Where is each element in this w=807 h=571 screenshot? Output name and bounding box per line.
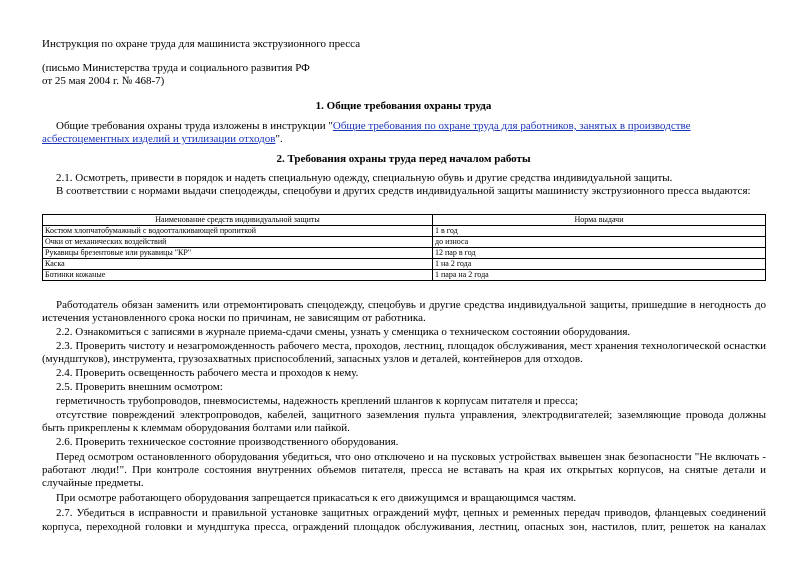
body-line-9: отсутствие повреждений электропроводов, кабелей, защитного заземления пульта управления, электродвигателей; заземляющие провода должны (56, 409, 766, 421)
source-line-2: от 25 мая 2004 г. № 468-7) (42, 75, 165, 87)
table-cell-item: Ботинки кожаные (43, 270, 433, 281)
table-row (43, 248, 766, 259)
table-header-row (43, 215, 766, 226)
source-line-1: (письмо Министерства труда и социального развития РФ (42, 62, 310, 74)
body-line-4: 2.3. Проверить чистоту и незагроможденность рабочего места, проходов, лестниц, площадок обслуживания, мест хранения технологической оснастки (56, 340, 766, 352)
table-row (43, 259, 766, 270)
body-line-16: 2.7. Убедиться в исправности и правильной установке защитных ограждений муфт, цепных и ременных передач приводов, фланцевых соединений (56, 507, 766, 519)
table-row (43, 237, 766, 248)
body-line-8: герметичность трубопроводов, пневмосистемы, надежность креплений шлангов к корпусам питателя и пресса; (56, 395, 579, 407)
body-line-12: Перед осмотром остановленного оборудования убедиться, что оно отключено и на пусковых устройствах вывешен знак безопасности "Не включать - (56, 451, 766, 463)
section-1-text: Общие требования охраны труда изложены в инструкции " (56, 120, 333, 132)
body-line-1: Работодатель обязан заменить или отремонтировать спецодежду, спецобувь и другие средства индивидуальной защиты, пришедшие в негодность до (56, 299, 766, 311)
body-line-3: 2.2. Ознакомиться с записями в журнале приема-сдачи смены, узнать у сменщика о техническом состоянии оборудования. (56, 326, 631, 338)
table-cell-item: Очки от механических воздействий (43, 237, 433, 248)
document-title: Инструкция по охране труда для машиниста экструзионного пресса (42, 38, 361, 50)
body-line-7: 2.5. Проверить внешним осмотром: (56, 381, 223, 393)
body-line-17: корпуса, переходной головки и мундштука пресса, ограждений площадок обслуживания, лестниц, опасных зон, настилов, плит, решеток на каналах (42, 521, 766, 533)
table-cell-item: Рукавицы брезентовые или рукавицы "КР" (43, 248, 433, 259)
ppe-norms-table (42, 214, 766, 281)
body-line-6: 2.4. Проверить освещенность рабочего места и проходов к нему. (56, 367, 359, 379)
paragraph-norms: В соответствии с нормами выдачи спецодежды, спецобуви и других средств индивидуальной защиты машинисту экструзионного пресса выдаются: (56, 185, 751, 197)
table-cell-norm: 12 пар в год (433, 248, 766, 259)
table-cell-norm: 1 на 2 года (433, 259, 766, 270)
section-2-heading: 2. Требования охраны труда перед началом работы (276, 153, 531, 165)
table-cell-norm: до износа (433, 237, 766, 248)
body-line-13: работают люди!". При контроле состояния внутренних объемов питателя, пресса не вставать на края их открытых корпусов, на снятые детали и (42, 464, 766, 476)
body-line-15: При осмотре работающего оборудования запрещается прикасаться к его движущимся и вращающимся частям. (56, 492, 577, 504)
table-cell-norm: 1 в год (433, 226, 766, 237)
table-header-norm: Норма выдачи (433, 215, 766, 226)
body-line-2: истечения установленного срока носки по причинам, не зависящим от работника. (42, 312, 426, 324)
section-1-heading: 1. Общие требования охраны труда (315, 100, 492, 112)
table-cell-item: Каска (43, 259, 433, 270)
body-line-10: быть прикреплены к клеммам оборудования болтами или пайкой. (42, 422, 350, 434)
instruction-link-continued[interactable]: асбестоцементных изделий и утилизации отходов (42, 133, 276, 145)
body-line-5: (мундштуков), инструмента, грузозахватных приспособлений, запасных узлов и деталей, контейнеров для отходов. (42, 353, 583, 365)
section-1-paragraph-line-1 (56, 120, 691, 133)
body-line-11: 2.6. Проверить техническое состояние производственного оборудования. (56, 436, 399, 448)
table-row (43, 270, 766, 281)
table-cell-norm: 1 пара на 2 года (433, 270, 766, 281)
table-row (43, 226, 766, 237)
section-1-paragraph-line-2 (42, 133, 283, 146)
section-1-text-end: ". (275, 133, 283, 145)
body-line-14: случайные предметы. (42, 477, 144, 489)
table-cell-item: Костюм хлопчатобумажный с водоотталкивающей пропиткой (43, 226, 433, 237)
paragraph-2-1: 2.1. Осмотреть, привести в порядок и надеть специальную одежду, специальную обувь и другие средства индивидуальной защиты. (56, 172, 673, 184)
table-header-item: Наименование средств индивидуальной защиты (43, 215, 433, 226)
instruction-link[interactable]: Общие требования по охране труда для работников, занятых в производстве (332, 120, 691, 132)
